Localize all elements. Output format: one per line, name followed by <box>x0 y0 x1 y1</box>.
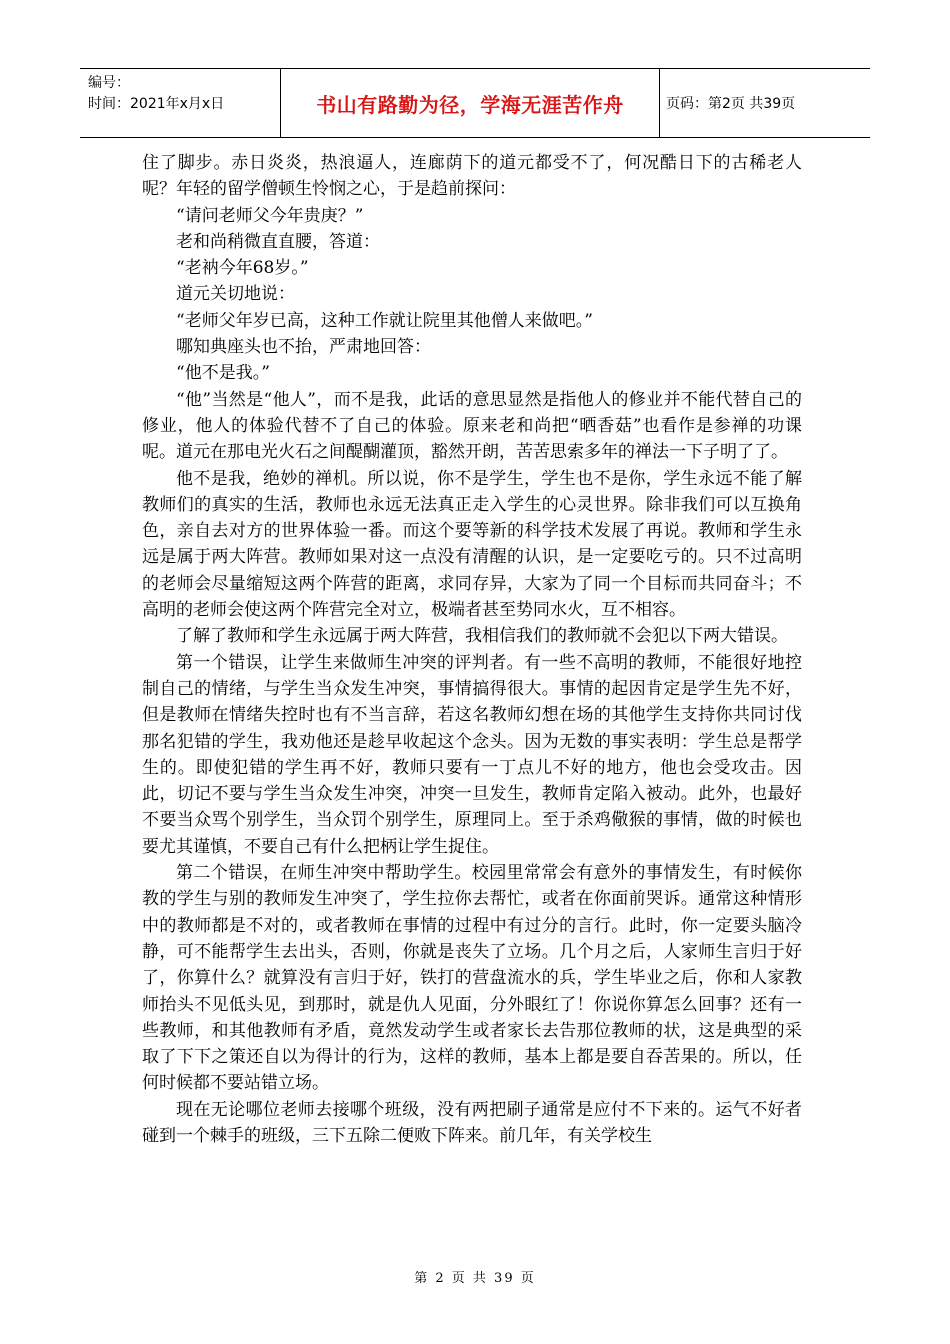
page-footer: 第 2 页 共 39 页 <box>414 1271 536 1286</box>
header-page-info: 页码：第2页 共39页 <box>666 96 796 112</box>
time-label: 时间：2021年x月x日 <box>88 96 225 112</box>
paragraph: 第二个错误，在师生冲突中帮助学生。校园里常常会有意外的事情发生，有时候你教的学生与别的教师发生冲突了，学生拉你去帮忙，或者在你面前哭诉。通常这种情形中的教师都是不对的，或者教师在事情的过程中有过分的言行。此时，你一定要头脑冷静，可不能帮学生去出头，否则，你就是丧失了立场。几个月之后，人家师生言归于好了，你算什么？就算没有言归于好，铁打的营盘流水的兵，学生毕业之后，你和人家教师抬头不见低头见，到那时，就是仇人见面，分外眼红了！你说你算怎么回事？还有一些教师，和其他教师有矛盾，竟然发动学生或者家长去告那位教师的状，这是典型的采取了下下之策还自以为得计的行为，这样的教师，基本上都是要自吞苦果的。所以，任何时候都不要站错立场。 <box>142 863 802 1094</box>
paragraph: 了解了教师和学生永远属于两大阵营，我相信我们的教师就不会犯以下两大错误。 <box>176 626 788 647</box>
page-header <box>80 68 870 138</box>
paragraph: “他”当然是“他人”，而不是我，此话的意思显然是指他人的修业并不能代替自己的修业，他人的体验代替不了自己的体验。原来老和尚把“晒香菇”也看作是参禅的功课呢。道元在那电光火石之间醍醐灌顶，豁然开朗，苦苦思索多年的禅法一下子明了了。 <box>142 389 802 463</box>
document-body <box>142 150 802 1149</box>
paragraph: “请问老师父今年贵庚？” <box>176 205 364 226</box>
paragraph: 第一个错误，让学生来做师生冲突的评判者。有一些不高明的教师，不能很好地控制自己的情绪，与学生当众发生冲突，事情搞得很大。事情的起因肯定是学生先不好，但是教师在情绪失控时也有不当言辞，若这名教师幻想在场的其他学生支持你共同讨伐那名犯错的学生，我劝他还是趁早收起这个念头。因为无数的事实表明：学生总是帮学生的。即使犯错的学生再不好，教师只要有一丁点儿不好的地方，他也会受攻击。因此，切记不要与学生当众发生冲突，冲突一旦发生，教师肯定陷入被动。此外，也最好不要当众骂个别学生，当众罚个别学生，原理同上。至于杀鸡儆猴的事情，做的时候也要尤其谨慎，不要自己有什么把柄让学生捉住。 <box>142 652 802 857</box>
paragraph: 道元关切地说： <box>176 284 295 305</box>
paragraph: 老和尚稍微直直腰，答道： <box>176 231 380 252</box>
paragraph: 哪知典座头也不抬，严肃地回答： <box>176 337 431 358</box>
header-left-cell <box>80 69 280 137</box>
paragraph: “老衲今年68岁。” <box>176 258 309 279</box>
paragraph: 现在无论哪位老师去接哪个班级，没有两把刷子通常是应付不下来的。运气不好者碰到一个棘手的班级，三下五除二便败下阵来。前几年，有关学校生 <box>142 1099 802 1146</box>
serial-number-label: 编号： <box>88 75 130 91</box>
paragraph: 他不是我，绝妙的禅机。所以说，你不是学生，学生也不是你，学生永远不能了解教师们的真实的生活，教师也永远无法真正走入学生的心灵世界。除非我们可以互换角色，亲自去对方的世界体验一番。而这个要等新的科学技术发展了再说。教师和学生永远是属于两大阵营。教师如果对这一点没有清醒的认识，是一定要吃亏的。只不过高明的老师会尽量缩短这两个阵营的距离，求同存异，大家为了同一个目标而共同奋斗；不高明的老师会使这两个阵营完全对立，极端者甚至势同水火，互不相容。 <box>142 468 802 621</box>
paragraph: 住了脚步。赤日炎炎，热浪逼人，连廊荫下的道元都受不了，何况酷日下的古稀老人呢？年轻的留学僧顿生怜悯之心，于是趋前探问： <box>142 153 802 200</box>
paragraph: “老师父年岁已高，这种工作就让院里其他僧人来做吧。” <box>176 310 593 331</box>
header-motto: 书山有路勤为径，学海无涯苦作舟 <box>280 69 660 137</box>
paragraph: “他不是我。” <box>176 363 270 384</box>
